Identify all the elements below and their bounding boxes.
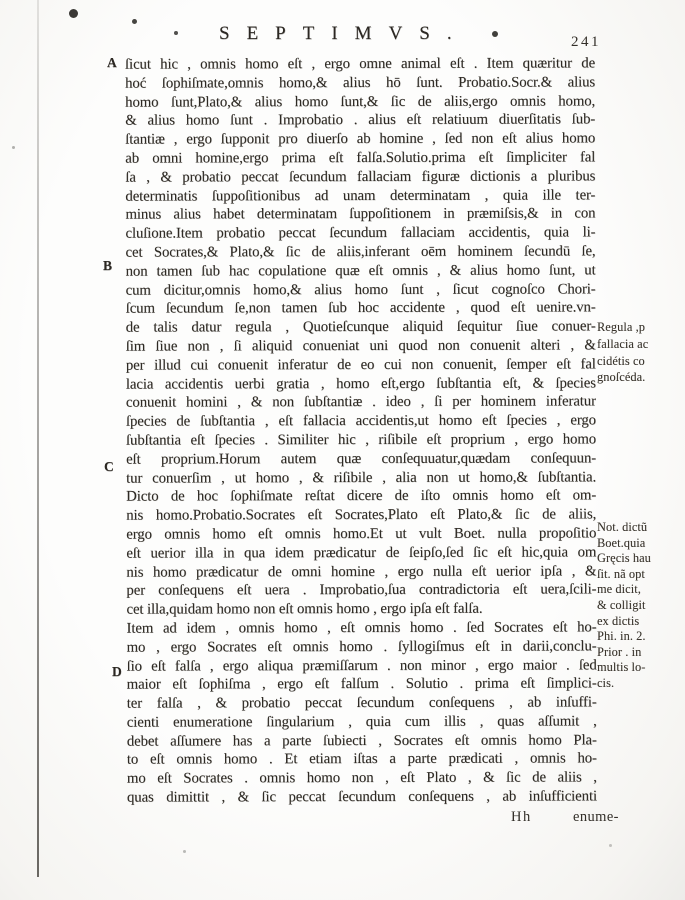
marginal-note-line: Boet.quia bbox=[597, 535, 646, 550]
marginal-note-line: cis. bbox=[597, 675, 615, 690]
ink-spot bbox=[183, 850, 186, 853]
page-fold-crease bbox=[37, 0, 39, 877]
marginal-note-line: fallacia ac bbox=[597, 336, 649, 351]
marginal-note-line: Phi. in. 2. bbox=[597, 629, 646, 644]
text-line: determinatis ſuppoſitionibus ad unam determinatam , quia ille ter- bbox=[125, 186, 596, 205]
text-line: to eſt omnis homo . Et etiam iſtas a parte prædicati , omnis ho- bbox=[126, 750, 597, 769]
marginal-note-line: Regula ,p bbox=[597, 320, 646, 334]
text-line: hoć ſophiſmate,omnis homo,& alius hō ſunt. Probatio.Socr.& alius bbox=[125, 74, 596, 92]
signature-row bbox=[0, 809, 685, 828]
text-line: Item ad idem , omnis homo , eſt omnis homo . ſed Socrates eſt ho- bbox=[126, 619, 597, 637]
marginal-note-line: me dicit, bbox=[597, 582, 641, 597]
margin-section-letter: D bbox=[112, 664, 122, 679]
text-line: non tamen ſub hac copulatione quæ eſt omnis , & alius homo ſunt, ut bbox=[125, 262, 596, 280]
text-line: ſcum ſecundum ſe,non tamen ſub hoc accidente , quod eſt uenire.vn- bbox=[125, 299, 596, 317]
ink-spot bbox=[492, 31, 498, 37]
ink-spot bbox=[132, 19, 137, 24]
marginal-note-line: Gręcis hau bbox=[597, 551, 651, 566]
margin-section-letter: C bbox=[104, 459, 114, 474]
marginal-note-line: ſit. nã opt bbox=[597, 566, 645, 581]
text-line: ergo omnis homo eſt omnis homo.Et ut vult Boet. nulla propoſitio bbox=[126, 525, 597, 543]
text-line: minus alius habet determinatam ſuppoſitionem in præmiſsis,& in con bbox=[125, 205, 596, 223]
text-line: eſt uerior illa in qua idem prædicatur de ſeipſo,ſed ſic eſt hic,quia om bbox=[126, 544, 597, 562]
catchword: enume- bbox=[573, 809, 619, 825]
text-line: cet Socrates,& Plato,& ſic de aliis,inferant oēm hominem ſecundū ſe, bbox=[125, 243, 596, 261]
text-line: ſim ſiue non , ſi aliquid conueniat uni quod non conuenit alteri , & bbox=[125, 337, 596, 355]
text-line: mo , ergo Socrates eſt omnis homo . ſyllogiſmus eſt in darii,conclu- bbox=[126, 638, 597, 656]
text-line: ab omni homine,ergo prima eſt falſa.Solutio.prima eſt ſimpliciter fal bbox=[125, 149, 596, 167]
text-line: & alius homo ſunt . Improbatio . alius eſt relatiuum diuerſitatis ſub- bbox=[125, 111, 596, 130]
margin-section-letter: A bbox=[107, 55, 117, 70]
text-line: ſicut hic , omnis homo eſt , ergo omne animal eſt . Item quæritur de bbox=[125, 55, 596, 73]
marginal-note-line: & colligit bbox=[597, 597, 646, 612]
text-line: tur conuerſim , ut homo , & riſibile , alia non ut homo,& ſubſtantia. bbox=[126, 468, 597, 487]
text-line: Dicto de hoc ſophiſmate reſtat dicere de iſto omnis homo eſt om- bbox=[126, 487, 597, 505]
text-line: maior eſt ſophiſma , ergo eſt falſum . Solutio . prima eſt ſimplici- bbox=[126, 675, 597, 693]
text-line: homo ſunt,Plato,& alius homo ſunt,& ſic de aliis,ergo omnis homo, bbox=[125, 92, 596, 111]
text-line: conuenit homini , & non ſubſtantiæ . ideo , ſi per hominem inferatur bbox=[125, 393, 596, 411]
text-line: ſtantiæ , ergo ſupponit pro diuerſo ab homine , ſed non eſt alius homo bbox=[125, 130, 596, 148]
text-line: ſubſtantia eſt ſpecies . Similiter hic , riſibile eſt proprium , ergo homo bbox=[126, 431, 597, 449]
marginal-note-line: Prior . in bbox=[597, 644, 642, 659]
text-line: ter falſa , & probatio peccat ſecundum conſequens , ab inſuffi- bbox=[126, 694, 597, 712]
ink-spot bbox=[69, 9, 78, 18]
marginal-note bbox=[597, 319, 683, 386]
ink-spot bbox=[12, 146, 15, 149]
signature-mark: Hh bbox=[511, 809, 532, 825]
text-line: cienti enumeratione ſingularium , quia cum illis , quas aſſumit , bbox=[126, 713, 597, 731]
text-line: debet aſſumere has a parte ſubiecti , Socrates eſt omnis homo Pla- bbox=[126, 732, 597, 750]
marginal-note-line: ex dictis bbox=[597, 613, 640, 628]
marginal-note-line: Not. dictũ bbox=[597, 520, 648, 534]
main-text-block bbox=[125, 54, 597, 807]
marginal-note-line: cidétis co bbox=[597, 353, 645, 368]
text-line: quas dimittit , & ſic peccat ſecundum conſequens , ab inſufficienti bbox=[126, 788, 597, 806]
text-line: mo eſt Socrates . omnis homo non , eſt Plato , & ſic de aliis , bbox=[126, 769, 597, 787]
text-line: ſio eſt falſa , ergo aliqua præmiſſarum . non minor , ergo maior . ſed bbox=[126, 656, 597, 675]
running-header-title: SEPTIMVS. bbox=[219, 23, 469, 44]
text-line: cluſione.Item probatio peccat ſecundum fallaciam accidentis, quia li- bbox=[125, 224, 596, 242]
text-line: cet illa,quidam homo non eſt omnis homo , ergo ipſa eſt falſa. bbox=[126, 600, 483, 618]
marginal-note-line: multis lo- bbox=[597, 660, 646, 675]
text-line: de talis datur regula , Quotieſcunque aliquid ſequitur ſiue conuer- bbox=[125, 318, 596, 336]
text-line: nis homo.Probatio.Socrates eſt Socrates,Plato eſt Plato,& ſic de aliis, bbox=[126, 506, 597, 524]
text-line: ſpecies de ſubſtantia , eſt fallacia accidentis,ut homo eſt ſpecies , ergo bbox=[125, 412, 596, 430]
marginal-note-line: gnoſcéda. bbox=[597, 370, 646, 385]
text-line: eſt proprium.Horum autem quæ conſequuatur,quædam conſequun- bbox=[126, 450, 597, 468]
text-line: ſa , & probatio peccat ſecundum fallaciam figuræ dictionis a pluribus bbox=[125, 168, 596, 186]
text-line: nis homo prædicatur de omni homine , ergo nulla eſt uerior ipſa , & bbox=[126, 562, 597, 581]
text-line: lacia accidentis uerbi gratia , homo eſt,ergo ſubſtantia eſt, & ſpecies bbox=[125, 374, 596, 393]
ink-spot bbox=[609, 844, 612, 847]
ink-spot bbox=[174, 31, 178, 35]
margin-section-letter: B bbox=[103, 258, 113, 273]
page-number: 241 bbox=[571, 34, 601, 50]
text-line: per conſequens eſt uera . Improbatio,ſua contradictoria eſt uera,ſcili- bbox=[126, 581, 597, 599]
marginal-note bbox=[597, 520, 683, 692]
text-line: cum dicitur,omnis homo,& alius homo ſunt , ſicut cognoſco Chori- bbox=[125, 280, 596, 299]
text-line: per illud cui conuenit inferatur de eo cui non conuenit, ſemper eſt fal bbox=[125, 356, 596, 374]
